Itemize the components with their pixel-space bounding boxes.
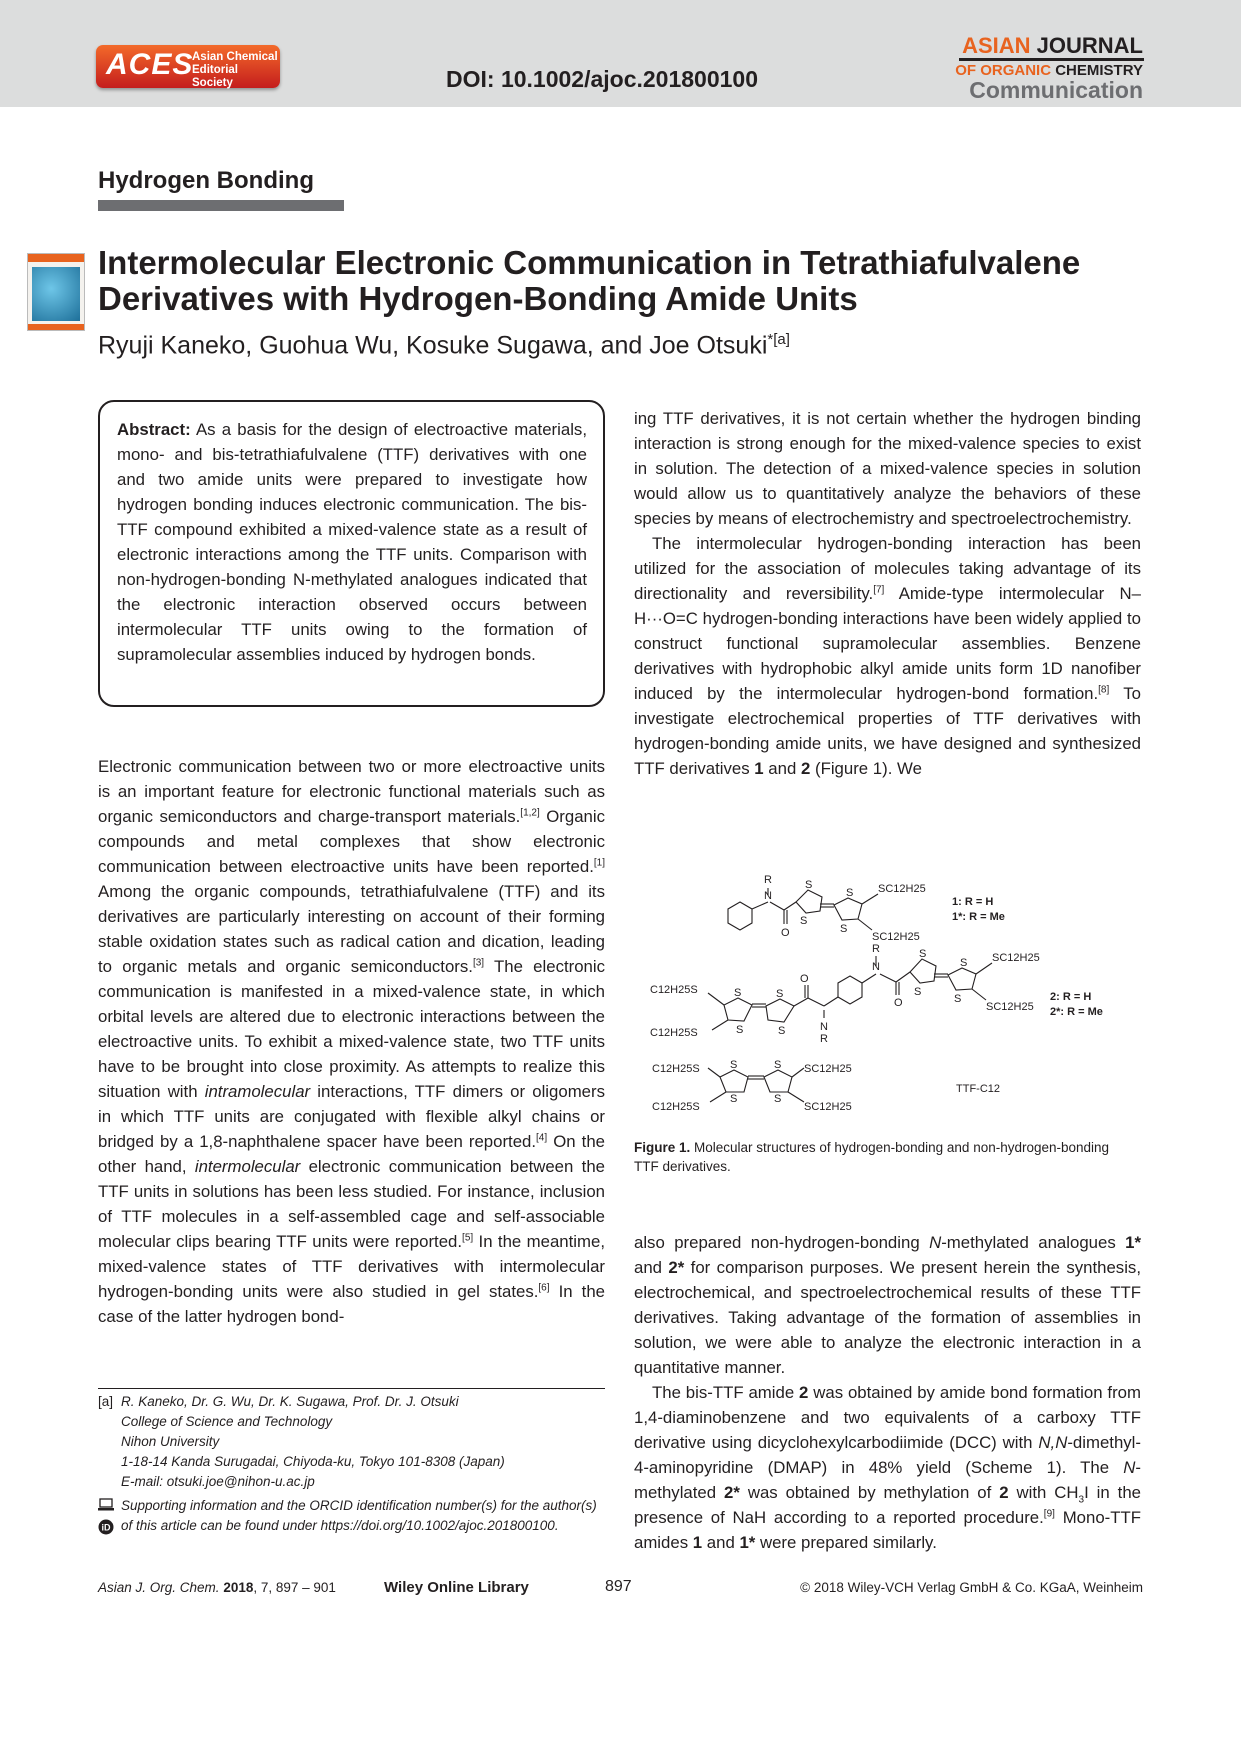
atom-label: S — [778, 1025, 786, 1037]
figure-1-structures — [650, 840, 1140, 1140]
aces-logo-subtitle: Asian Chemical Editorial Society — [192, 51, 278, 89]
body-left-column — [98, 754, 605, 1329]
svg-text:iD: iD — [101, 1522, 111, 1533]
legend-2: 2: R = H — [1050, 991, 1092, 1003]
supporting-info-text[interactable]: Supporting information and the ORCID identification number(s) for the author(s) of this article can be found under https://doi.org/10.1002/ajoc.201800100. — [121, 1498, 597, 1533]
atom-label: S — [960, 957, 968, 969]
citation[interactable]: [7] — [873, 584, 885, 596]
atom-label: O — [894, 997, 903, 1009]
atom-label: N — [820, 1021, 828, 1033]
atom-label: S — [840, 923, 848, 935]
citation[interactable]: [8] — [1098, 684, 1110, 696]
atom-label: S — [736, 1024, 744, 1036]
body-right-column-bottom — [634, 1230, 1141, 1555]
aces-logo-text: ACES — [106, 48, 194, 81]
supporting-info-footnote — [98, 1496, 605, 1560]
atom-label: S — [805, 879, 813, 891]
article-type: Communication — [969, 77, 1143, 103]
atom-label: S — [846, 887, 854, 899]
affiliation-footnote: [a] R. Kaneko, Dr. G. Wu, Dr. K. Sugawa, Prof. Dr. J. Otsuki College of Science and Technology Nihon University 1-18-14 Kanda Surugadai, Chiyoda-ku, Tokyo 101-8308 (Japan) E-mail: otsuki.joe@nihon-u.ac.jp — [98, 1392, 605, 1492]
page-number: 897 — [605, 1578, 632, 1595]
body-paragraph: ing TTF derivatives, it is not certain whether the hydrogen binding interaction is strong enough for the mixed-valence species to exist in solution. The detection of a mixed-valence species in solution would allow us to quantitatively analyze the behaviors of these species by means of electrochemistry and spectroelectrochemistry. — [634, 409, 1141, 528]
doi-link[interactable]: DOI: 10.1002/ajoc.201800100 — [446, 66, 759, 92]
author-email[interactable]: E-mail: otsuki.joe@nihon-u.ac.jp — [121, 1474, 315, 1489]
atom-label: N — [764, 890, 772, 902]
footnote-label: [a] — [98, 1394, 114, 1409]
chain-label: SC12H25 — [872, 931, 920, 943]
chain-label: SC12H25 — [804, 1063, 852, 1075]
citation[interactable]: [6] — [538, 1282, 550, 1294]
section-heading: Hydrogen Bonding — [98, 167, 314, 194]
chain-label: SC12H25 — [804, 1101, 852, 1113]
atom-label: R — [820, 1033, 828, 1045]
journal-logo-rule — [959, 58, 1144, 61]
atom-label: O — [781, 927, 790, 939]
copyright: © 2018 Wiley-VCH Verlag GmbH & Co. KGaA, Weinheim — [800, 1580, 1143, 1595]
body-paragraph: Electronic communication between two or more electroactive units is an important feature for electronic functional materials such as organic semiconductors and charge-transport materials.[1,2] Organic compounds and metal complexes that show electronic communication between electroactive units have been reported.[1] Among the organic compounds, tetrathiafulvalene (TTF) and its derivatives are particularly interesting on account of their forming stable oxidation states such as radical cation and dication, leading to organic metals and organic semiconductors.[3] The electronic communication is manifested in a mixed-valence state, in which orbital levels are altered due to electronic interactions between the electroactive units. To exhibit a mixed-valence state, two TTF units have to be brought into close proximity. As attempts to realize this situation with intramolecular interactions, TTF dimers or oligomers in which TTF units are conjugated with flexible alkyl chains or bridged by a 1,8-naphthalene spacer have been reported.[4] On the other hand, intermolecular electronic communication between the TTF units in solutions has been less studied. For instance, inclusion of TTF molecules in a self-assembled cage and self-associable molecular clips bearing TTF units were reported.[5] In the meantime, mixed-valence states of TTF derivatives with intermolecular hydrogen-bonding units were also studied in gel states.[6] In the case of the latter hydrogen bond- — [98, 757, 605, 1326]
body-paragraph: The bis-TTF amide 2 was obtained by amide bond formation from 1,4-diaminobenzene and two equivalents of a carboxy TTF derivative using dicyclohexylcarbodiimide (DCC) with N,N-dimethyl-4-aminopyridine (DMAP) in 48% yield (Scheme 1). The N-methylated 2* was obtained by methylation of 2 with $CH_3I$ in the presence of NaH according to a reported procedure.[9] Mono-TTF amides 1 and 1* were prepared similarly. — [634, 1383, 1142, 1552]
citation[interactable]: [9] — [1043, 1508, 1055, 1520]
atom-label: S — [800, 915, 808, 927]
atom-label: S — [774, 1059, 782, 1071]
author-affiliation-mark: *[a] — [767, 331, 790, 348]
chain-label: C12H25S — [652, 1063, 700, 1075]
legend-1star: 1*: R = Me — [952, 911, 1005, 923]
atom-label: S — [919, 948, 927, 960]
citation[interactable]: [1,2] — [520, 807, 540, 819]
atom-label: R — [764, 874, 772, 886]
chain-label: SC12H25 — [992, 952, 1040, 964]
footnote-rule — [98, 1388, 605, 1389]
section-underline — [98, 200, 344, 211]
aces-logo[interactable] — [96, 45, 280, 88]
body-paragraph: The intermolecular hydrogen-bonding interaction has been utilized for the association of molecules taking advantage of its directionality and reversibility.[7] Amide-type intermolecular N–H···O=C hydrogen-bonding interactions have been widely applied to construct functional supramolecular assemblies. Benzene derivatives with hydrophobic alkyl amide units form 1D nanofiber induced by the intermolecular hydrogen-bond formation.[8] To investigate electrochemical properties of TTF derivatives with hydrogen-bonding amide units, we have designed and synthesized TTF derivatives 1 and 2 (Figure 1). We — [634, 534, 1141, 778]
atom-label: S — [730, 1059, 738, 1071]
journal-cover-thumbnail[interactable] — [27, 253, 85, 331]
abstract-box — [98, 400, 605, 707]
chain-label: C12H25S — [650, 984, 698, 996]
figure-caption: Figure 1. Molecular structures of hydrogen-bonding and non-hydrogen-bonding TTF derivatives. — [634, 1140, 1110, 1174]
atom-label: S — [954, 993, 962, 1005]
laptop-icon — [98, 1498, 114, 1512]
article-title: Intermolecular Electronic Communication in Tetrathiafulvalene Derivatives with Hydrogen-Bonding Amide Units — [98, 244, 1081, 317]
atom-label: S — [734, 987, 742, 999]
journal-logo-line1: ASIAN JOURNAL — [962, 33, 1143, 58]
atom-label: O — [800, 973, 809, 985]
author-list: Ryuji Kaneko, Guohua Wu, Kosuke Sugawa, and Joe Otsuki$^{*[a]}$ — [98, 331, 790, 360]
ttf-c12-label: TTF-C12 — [956, 1083, 1000, 1095]
atom-label: S — [776, 988, 784, 1000]
citation[interactable]: [3] — [472, 957, 485, 969]
chain-label: SC12H25 — [986, 1001, 1034, 1013]
atom-label: N — [872, 961, 880, 973]
citation[interactable]: [4] — [536, 1132, 548, 1144]
chain-label: SC12H25 — [878, 883, 926, 895]
atom-label: R — [872, 943, 880, 955]
orcid-icon[interactable] — [98, 1519, 114, 1535]
citation[interactable]: [5] — [462, 1232, 474, 1244]
wiley-online-library-link[interactable]: Wiley Online Library — [384, 1579, 529, 1596]
chain-label: C12H25S — [652, 1101, 700, 1113]
legend-2star: 2*: R = Me — [1050, 1006, 1103, 1018]
footer-journal-reference: Asian J. Org. Chem. 2018, 7, 897 – 901 — [98, 1580, 336, 1595]
atom-label: S — [730, 1093, 738, 1105]
citation[interactable]: [1] — [593, 857, 605, 869]
journal-logo-line2: OF ORGANIC CHEMISTRY — [955, 62, 1143, 79]
body-paragraph: also prepared non-hydrogen-bonding N-methylated analogues 1* and 2* for comparison purposes. We present herein the synthesis, electrochemical, and spectroelectrochemical results of these TTF derivatives. Taking advantage of the formation of assemblies in solution, we were able to analyze the electronic interaction in a quantitative manner. — [634, 1233, 1141, 1377]
atom-label: S — [914, 986, 922, 998]
body-right-column-top — [634, 406, 1141, 781]
page-header — [0, 0, 1241, 107]
abstract-text: Abstract: As a basis for the design of electroactive materials, mono- and bis-tetrathiafulvalene (TTF) derivatives with one and two amide units were prepared to investigate how hydrogen bonding induces electronic communication. The bis-TTF compound exhibited a mixed-valence state as a result of electronic interactions among the TTF units. Comparison with non-hydrogen-bonding N-methylated analogues indicated that the electronic interaction observed occurs between intermolecular TTF units owing to the formation of supramolecular assemblies induced by hydrogen bonds. — [117, 420, 587, 664]
legend-1: 1: R = H — [952, 896, 994, 908]
chain-label: C12H25S — [650, 1027, 698, 1039]
atom-label: S — [774, 1093, 782, 1105]
